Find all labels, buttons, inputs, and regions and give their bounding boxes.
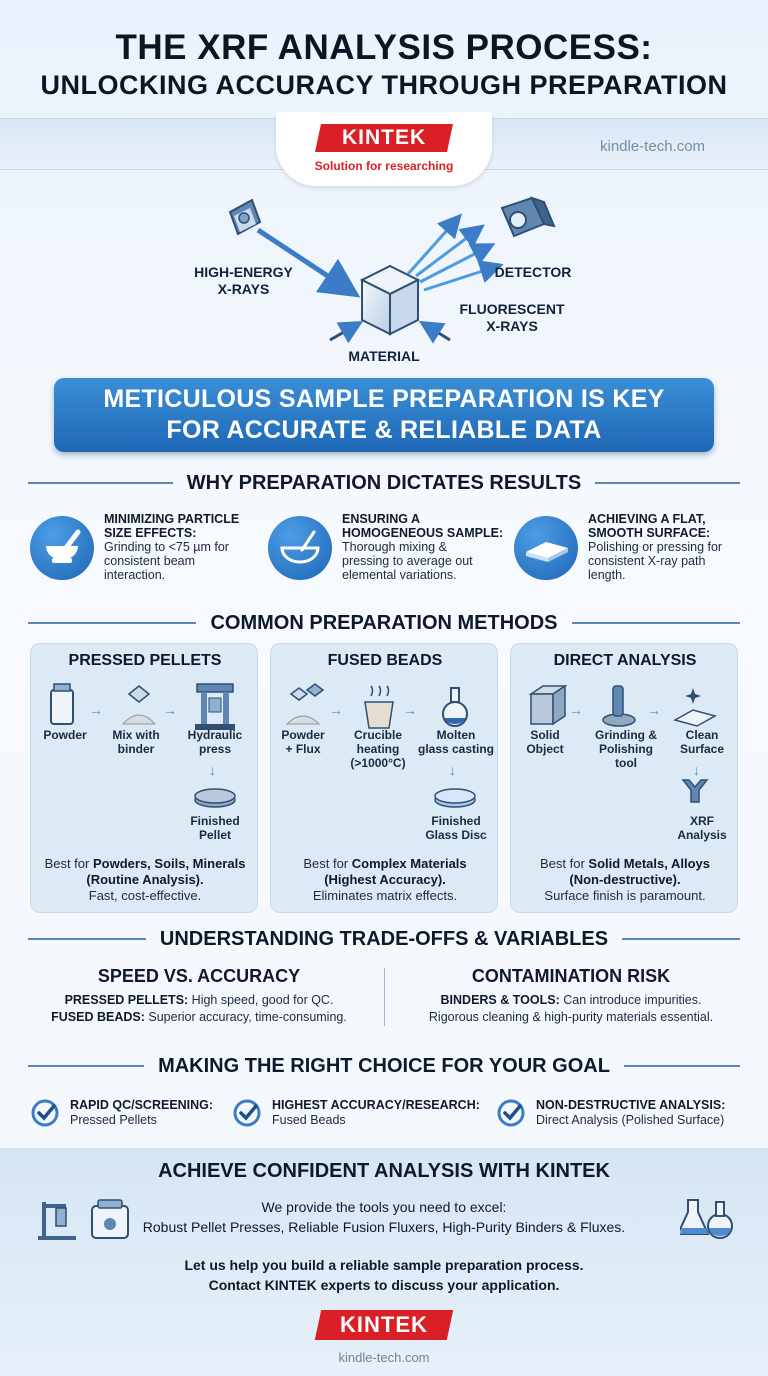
- arrow-right-icon: →: [89, 702, 103, 718]
- powder-bottle-icon: [51, 684, 73, 724]
- polishing-tool-icon: [603, 686, 635, 726]
- checkmark-circle-icon: [496, 1098, 526, 1128]
- why-description: interaction.: [104, 568, 166, 582]
- choice-item-non-destructive: [496, 1096, 762, 1132]
- finished-pellet-icon: [195, 789, 235, 807]
- section-heading-tradeoffs: UNDERSTANDING TRADE-OFFS & VARIABLES: [28, 926, 740, 952]
- why-title: SMOOTH SURFACE:: [588, 526, 711, 540]
- powder-flux-icon: [287, 684, 323, 724]
- why-description: Polishing or pressing for: [588, 540, 723, 554]
- mixing-bowl-icon: [268, 516, 332, 580]
- footer-cta-2: Contact KINTEK experts to discuss your application.: [208, 1277, 560, 1293]
- arrow-right-icon: →: [329, 702, 343, 718]
- arrow-right-icon: →: [163, 702, 177, 718]
- footer-heading: ACHIEVE CONFIDENT ANALYSIS WITH KINTEK: [158, 1160, 610, 1182]
- step-label: XRF Analysis: [677, 814, 727, 842]
- choice-description: Direct Analysis (Polished Surface): [536, 1113, 725, 1127]
- arrow-down-icon: ↓: [693, 762, 700, 778]
- crucible-icon: [365, 686, 393, 728]
- material-label: MATERIAL: [348, 348, 420, 364]
- arrow-right-icon: →: [403, 702, 417, 718]
- choice-description: Fused Beads: [272, 1113, 346, 1127]
- why-description: Thorough mixing &: [342, 540, 447, 554]
- method-card-fused-beads: [270, 643, 498, 913]
- step-label: Mix with binder: [112, 728, 160, 756]
- choice-title: HIGHEST ACCURACY/RESEARCH:: [272, 1098, 480, 1112]
- why-title: ENSURING A: [342, 512, 421, 526]
- choice-title: RAPID QC/SCREENING:: [70, 1098, 214, 1112]
- material-cube-icon: [362, 266, 418, 334]
- why-title: ACHIEVING A FLAT,: [588, 512, 706, 526]
- arrow-down-icon: ↓: [209, 762, 216, 778]
- why-description: Grinding to <75 µm for: [104, 540, 229, 554]
- mix-powder-icon: [123, 686, 155, 724]
- why-title: HOMOGENEOUS SAMPLE:: [342, 526, 504, 540]
- contamination-risk-title: CONTAMINATION RISK: [471, 966, 671, 986]
- arrow-right-icon: →: [569, 702, 583, 718]
- footer-cta-1: Let us help you build a reliable sample preparation process.: [184, 1257, 584, 1273]
- why-item-homogeneous: [268, 512, 508, 592]
- card-title: DIRECT ANALYSIS: [553, 652, 697, 669]
- key-message-banner: METICULOUS SAMPLE PREPARATION IS KEY FOR ACCURATE & RELIABLE DATA: [54, 378, 714, 452]
- glass-disc-icon: [435, 789, 475, 807]
- why-description: length.: [588, 568, 626, 582]
- speed-accuracy-detail: PRESSED PELLETS: High speed, good for QC. FUSED BEADS: Superior accuracy, time-consuming.: [51, 993, 347, 1024]
- xrf-analyzer-icon: [683, 780, 707, 802]
- choice-item-highest-accuracy: [232, 1096, 492, 1132]
- checkmark-circle-icon: [30, 1098, 60, 1128]
- step-label: Finished Glass Disc: [425, 814, 487, 842]
- flat-surface-icon: [514, 516, 578, 580]
- solid-cube-icon: [531, 686, 565, 724]
- website-link[interactable]: kindle-tech.com: [600, 138, 706, 155]
- why-description: consistent X-ray path: [588, 554, 706, 568]
- why-description: pressing to average out: [342, 554, 473, 568]
- kintek-logo-footer[interactable]: KINTEK: [315, 1310, 453, 1340]
- molten-glass-flask-icon: [443, 688, 467, 726]
- step-label: Clean Surface: [679, 728, 725, 756]
- why-description: consistent beam: [104, 554, 196, 568]
- speed-accuracy-title: SPEED VS. ACCURACY: [97, 966, 301, 986]
- footer-products: Robust Pellet Presses, Reliable Fusion Fluxers, High-Purity Binders & Fluxes.: [142, 1219, 626, 1235]
- why-title: MINIMIZING PARTICLE: [104, 512, 240, 526]
- card-best-for: Best for Solid Metals, Alloys (Non-destructive). Surface finish is paramount.: [539, 856, 711, 903]
- method-card-direct-analysis: [510, 643, 738, 913]
- why-item-particle-size: [30, 512, 270, 592]
- page-title-line-1: THE XRF ANALYSIS PROCESS:: [115, 28, 653, 67]
- clean-surface-icon: [675, 688, 715, 726]
- step-label: Grinding & Polishing tool: [595, 728, 657, 770]
- why-title: SIZE EFFECTS:: [104, 526, 197, 540]
- fluorescent-label: FLUORESCENT X-RAYS: [459, 301, 565, 334]
- footer-intro: We provide the tools you need to excel:: [261, 1199, 507, 1215]
- xrays-label: HIGH-ENERGY X-RAYS: [194, 264, 293, 297]
- choice-item-rapid-qc: [30, 1096, 240, 1132]
- section-heading-methods: COMMON PREPARATION METHODS: [28, 610, 740, 636]
- page-title-line-2: UNLOCKING ACCURACY THROUGH PREPARATION: [40, 70, 728, 100]
- step-label: Powder: [43, 728, 87, 742]
- website-link-footer[interactable]: kindle-tech.com: [338, 1350, 430, 1365]
- hydraulic-press-icon: [195, 684, 235, 730]
- divider: [384, 968, 385, 1026]
- arrow-right-icon: →: [647, 702, 661, 718]
- step-label: Molten glass casting: [417, 728, 495, 756]
- card-best-for: Best for Complex Materials (Highest Accuracy). Eliminates matrix effects.: [303, 856, 467, 903]
- detector-icon: [502, 198, 554, 236]
- mortar-pestle-icon: [30, 516, 94, 580]
- method-card-pressed-pellets: [30, 643, 258, 913]
- detector-label: DETECTOR: [494, 264, 572, 280]
- arrow-down-icon: ↓: [449, 762, 456, 778]
- step-label: Crucible heating (>1000°C): [350, 728, 406, 770]
- choice-title: NON-DESTRUCTIVE ANALYSIS:: [536, 1098, 726, 1112]
- why-description: elemental variations.: [342, 568, 457, 582]
- card-best-for: Best for Powders, Soils, Minerals (Routine Analysis). Fast, cost-effective.: [44, 856, 246, 903]
- choice-description: Pressed Pellets: [70, 1113, 157, 1127]
- card-title: FUSED BEADS: [327, 652, 443, 669]
- why-item-flat-surface: [514, 512, 754, 592]
- step-label: Finished Pellet: [190, 814, 240, 842]
- step-label: Hydraulic press: [187, 728, 243, 756]
- section-heading-choice: MAKING THE RIGHT CHOICE FOR YOUR GOAL: [28, 1053, 740, 1079]
- contamination-risk-detail: BINDERS & TOOLS: Can introduce impurities. Rigorous cleaning & high-purity materials essential.: [428, 993, 714, 1024]
- step-label: Solid Object: [526, 728, 564, 756]
- kintek-logo[interactable]: KINTEK: [315, 124, 453, 152]
- section-heading-why: WHY PREPARATION DICTATES RESULTS: [28, 470, 740, 496]
- brand-tagline: Solution for researching: [314, 159, 454, 173]
- card-title: PRESSED PELLETS: [68, 652, 222, 669]
- step-label: Powder + Flux: [281, 728, 325, 756]
- xray-source-icon: [230, 200, 260, 234]
- checkmark-circle-icon: [232, 1098, 262, 1128]
